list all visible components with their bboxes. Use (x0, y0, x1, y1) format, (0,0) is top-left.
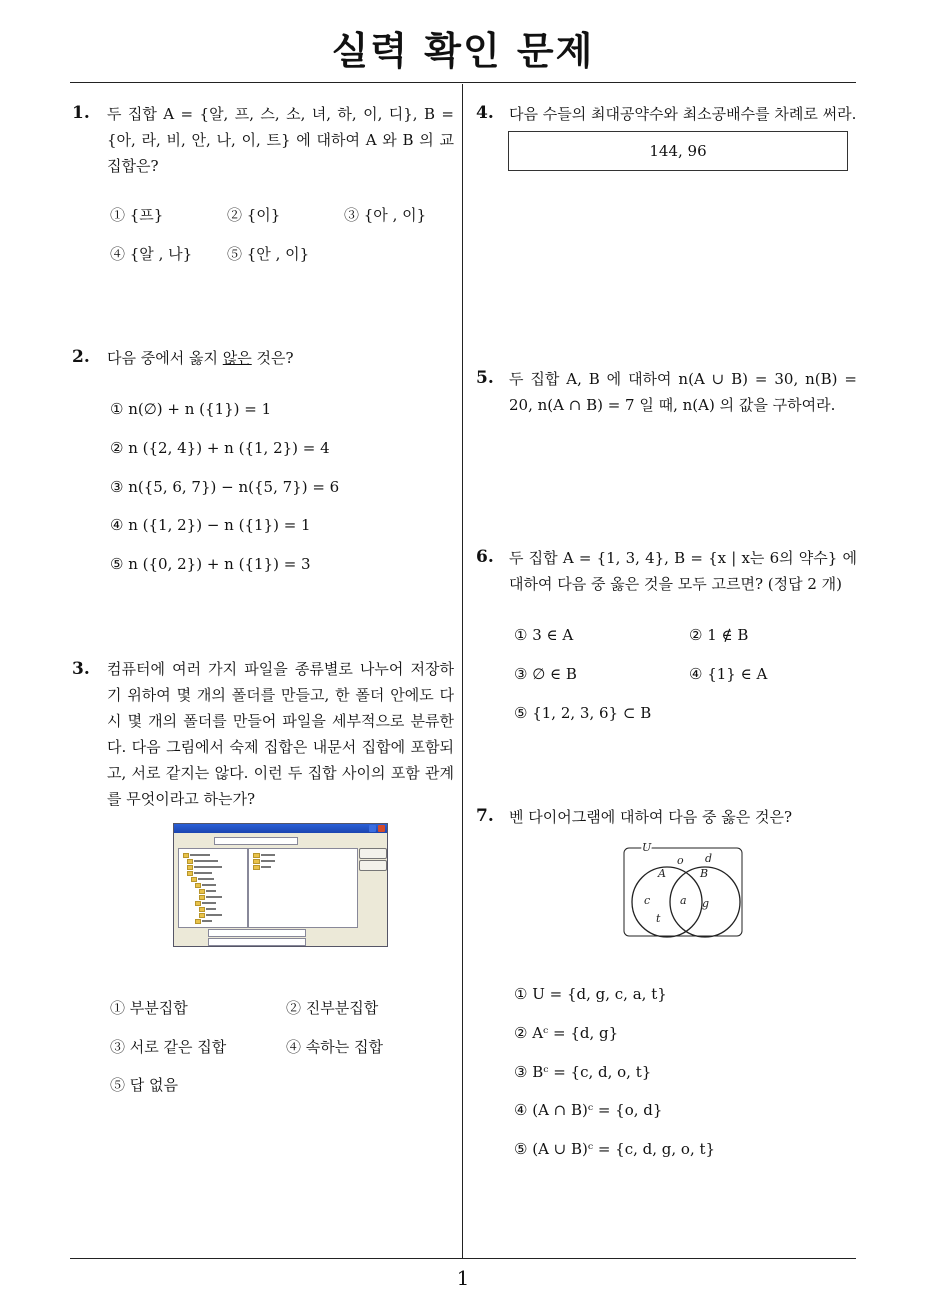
dialog-file-list (248, 848, 358, 928)
q4-text: 다음 수들의 최대공약수와 최소공배수를 차례로 써라. (509, 105, 857, 123)
q1-option-3[interactable]: ③ {아 , 이} (344, 206, 427, 224)
q6-option-1[interactable]: ① 3 ∈ A (514, 626, 574, 644)
q3-number: 3. (72, 659, 90, 679)
dialog-close-icon (378, 825, 385, 832)
venn-element-g: g (702, 897, 710, 910)
page-number: 1 (456, 1266, 470, 1290)
q6-question (509, 545, 857, 597)
column-divider (462, 84, 463, 1259)
q2-text-underlined: 않은 (222, 349, 252, 367)
q3-option-3[interactable]: ③ 서로 같은 집합 (110, 1038, 227, 1056)
q7-option-3[interactable]: ③ Bᶜ = {c, d, o, t} (514, 1063, 652, 1081)
dialog-location-field (214, 837, 298, 845)
q7-option-1[interactable]: ① U = {d, g, c, a, t} (514, 985, 667, 1003)
q3-text: 컴퓨터에 여러 가지 파일을 종류별로 나누어 저장하기 위하여 몇 개의 폴더를 만들고, 한 폴더 안에도 다시 몇 개의 폴더를 만들어 파일을 세부적으로 분류한다. 다음 그림에서 숙제 집합은 내문서 집합에 포함되고, 서로 같지는 않다. 이런 두 집합 사이의 포함 관계를 무엇이라고 하는가? (107, 660, 454, 808)
q2-option-1[interactable]: ① n(∅) + n ({1}) = 1 (110, 400, 272, 418)
venn-element-t: t (656, 912, 661, 925)
dialog-folder-tree (178, 848, 248, 928)
q6-option-2[interactable]: ② 1 ∉ B (689, 626, 749, 644)
q7-text: 벤 다이어그램에 대하여 다음 중 옳은 것은? (509, 808, 792, 826)
q2-option-2[interactable]: ② n ({2, 4}) + n ({1, 2}) = 4 (110, 439, 330, 457)
q5-text: 두 집합 A, B 에 대하여 n(A ∪ B) = 30, n(B) = 20, n(A ∩ B) = 7 일 때, n(A) 의 값을 구하여라. (509, 370, 857, 414)
q4-question (509, 101, 857, 127)
venn-label-u: U (642, 842, 652, 854)
q2-text-before: 다음 중에서 옳지 (107, 349, 223, 367)
q6-option-3[interactable]: ③ ∅ ∈ B (514, 665, 577, 683)
venn-element-c: c (644, 894, 651, 907)
q3-option-2[interactable]: ② 진부분집합 (286, 999, 379, 1017)
venn-diagram (622, 842, 746, 940)
q1-question (107, 101, 454, 179)
q6-option-5[interactable]: ⑤ {1, 2, 3, 6} ⊂ B (514, 704, 652, 722)
q2-option-4[interactable]: ④ n ({1, 2}) − n ({1}) = 1 (110, 516, 311, 534)
q2-question (107, 345, 454, 371)
venn-element-d: d (705, 852, 713, 865)
dialog-filename-field (208, 929, 306, 937)
q3-question (107, 656, 454, 812)
q4-number: 4. (476, 103, 494, 123)
dialog-filetype-field (208, 938, 306, 946)
q1-text: 두 집합 A = {알, 프, 스, 소, 녀, 하, 이, 디}, B = {아, 라, 비, 안, 나, 이, 트} 에 대하여 A 와 B 의 교집합은? (107, 105, 454, 175)
q5-number: 5. (476, 368, 494, 388)
page-title: 실력 확인 문제 (331, 29, 595, 73)
file-dialog-image (173, 823, 388, 947)
dialog-title-bar (174, 824, 387, 833)
q7-question (509, 804, 857, 830)
dialog-open-button (359, 848, 387, 859)
q1-number: 1. (72, 103, 90, 123)
q2-text-after: 것은? (251, 349, 294, 367)
q7-number: 7. (476, 806, 494, 826)
bottom-rule (70, 1258, 856, 1259)
q3-option-4[interactable]: ④ 속하는 집합 (286, 1038, 383, 1056)
q1-option-2[interactable]: ② {이} (227, 206, 281, 224)
q2-option-3[interactable]: ③ n({5, 6, 7}) − n({5, 7}) = 6 (110, 478, 340, 496)
venn-set-a-circle (632, 867, 702, 937)
q6-text: 두 집합 A = {1, 3, 4}, B = {x | x는 6의 약수} 에 대하여 다음 중 옳은 것을 모두 고르면? (정답 2 개) (509, 549, 857, 593)
q2-number: 2. (72, 347, 90, 367)
q3-option-5[interactable]: ⑤ 답 없음 (110, 1076, 179, 1094)
q2-option-5[interactable]: ⑤ n ({0, 2}) + n ({1}) = 3 (110, 555, 311, 573)
q5-question (509, 366, 857, 418)
q1-option-1[interactable]: ① {프} (110, 206, 164, 224)
top-rule (70, 82, 856, 83)
q4-number-box: 144, 96 (508, 131, 848, 171)
q3-option-1[interactable]: ① 부분집합 (110, 999, 188, 1017)
venn-element-o: o (677, 854, 684, 867)
dialog-cancel-button (359, 860, 387, 871)
q7-option-5[interactable]: ⑤ (A ∪ B)ᶜ = {c, d, g, o, t} (514, 1140, 716, 1158)
dialog-help-icon (369, 825, 376, 832)
q7-option-2[interactable]: ② Aᶜ = {d, g} (514, 1024, 619, 1042)
venn-label-a: A (658, 867, 666, 880)
q1-option-4[interactable]: ④ {알 , 나} (110, 245, 193, 263)
q1-option-5[interactable]: ⑤ {안 , 이} (227, 245, 310, 263)
venn-element-a: a (680, 894, 687, 907)
venn-label-b: B (700, 867, 709, 880)
q6-number: 6. (476, 547, 494, 567)
q7-option-4[interactable]: ④ (A ∩ B)ᶜ = {o, d} (514, 1101, 663, 1119)
q6-option-4[interactable]: ④ {1} ∈ A (689, 665, 768, 683)
